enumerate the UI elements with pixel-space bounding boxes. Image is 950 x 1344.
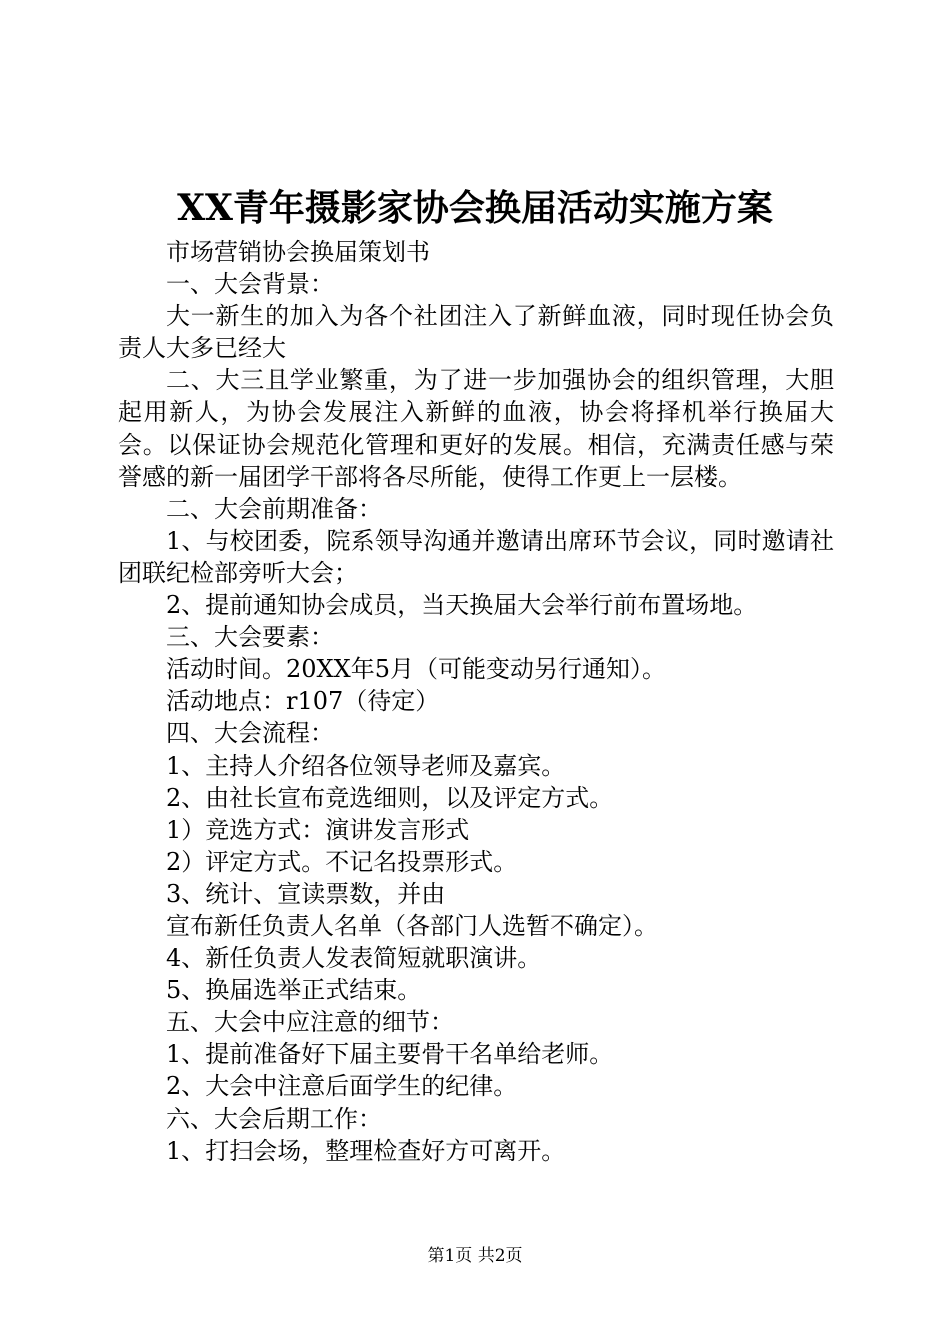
section-heading: 二、大会前期准备： [166,494,382,523]
list-item: 1、主持人介绍各位领导老师及嘉宾。 [166,751,566,780]
section-heading: 一、大会背景： [166,270,334,299]
document-title: XX青年摄影家协会换届活动实施方案 [177,187,773,229]
paragraph: 活动时间。20XX年5月（可能变动另行通知）。 [166,655,666,684]
list-item: 5、换届选举正式结束。 [166,976,422,1005]
list-item: 2）评定方式。不记名投票形式。 [166,847,518,876]
list-item: 1、打扫会场，整理检查好方可离开。 [166,1136,566,1165]
section-heading: 四、大会流程： [166,719,334,748]
list-item: 2、提前通知协会成员，当天换届大会举行前布置场地。 [166,591,758,620]
paragraph: 二、大三且学业繁重，为了进一步加强协会的组织管理，大胆起用新人，为协会发展注入新鲜的血液，协会将择机举行换届大会。以保证协会规范化管理和更好的发展。相信，充满责任感与荣誉感的新一届团学干部将各尽所能，使得工作更上一层楼。 [118,366,834,491]
list-item: 2、大会中注意后面学生的纪律。 [166,1072,518,1101]
section-heading: 六、大会后期工作： [166,1104,382,1133]
section-heading: 五、大会中应注意的细节： [166,1008,454,1037]
list-item: 1、与校团委，院系领导沟通并邀请出席环节会议，同时邀请社团联纪检部旁听大会； [118,526,834,587]
paragraph: 宣布新任负责人名单（各部门人选暂不确定）。 [166,911,658,940]
list-item: 3、统计、宣读票数，并由 [166,879,446,908]
section-heading: 三、大会要素： [166,623,334,652]
list-item: 4、新任负责人发表简短就职演讲。 [166,944,542,973]
list-item: 1、提前准备好下届主要骨干名单给老师。 [166,1040,614,1069]
page-footer: 第1页 共2页 [427,1246,523,1266]
paragraph: 大一新生的加入为各个社团注入了新鲜血液，同时现任协会负责人大多已经大 [118,302,834,363]
paragraph: 市场营销协会换届策划书 [166,238,430,266]
paragraph: 活动地点：r107（待定） [166,687,440,716]
document-body [118,236,834,1167]
list-item: 1）竞选方式：演讲发言形式 [166,815,470,844]
list-item: 2、由社长宣布竞选细则，以及评定方式。 [166,783,614,812]
